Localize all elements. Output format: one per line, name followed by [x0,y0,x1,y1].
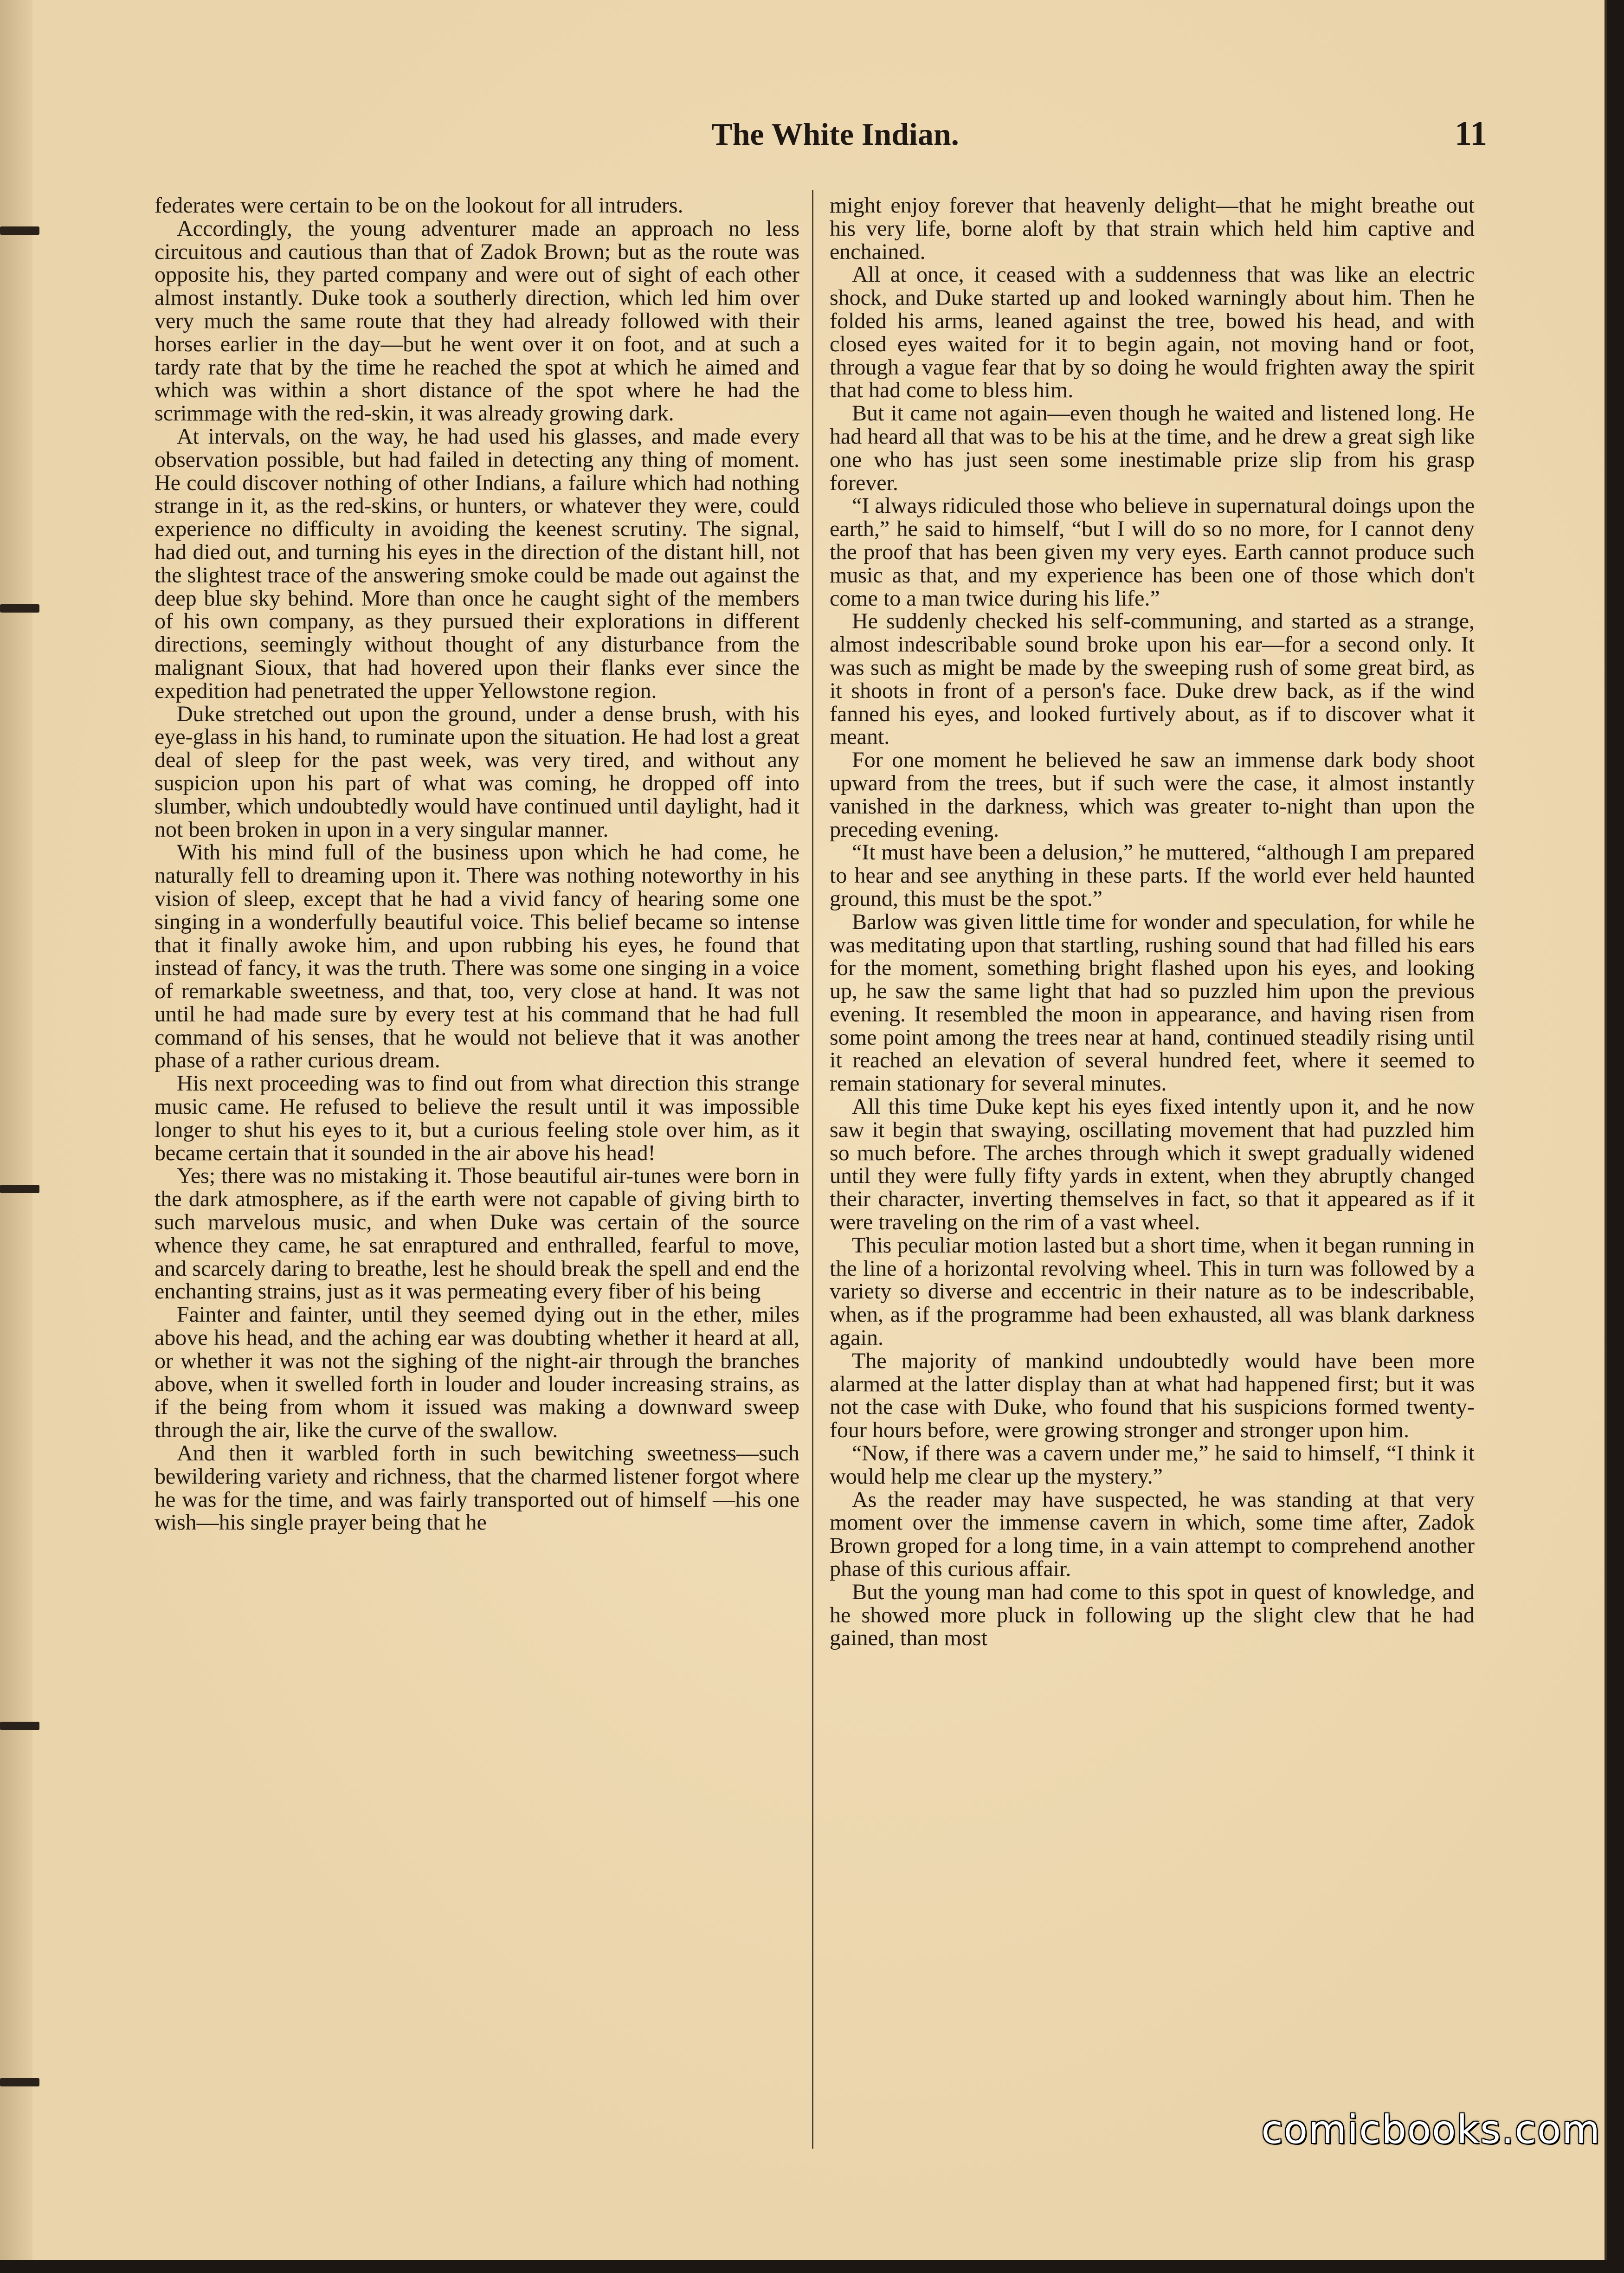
paragraph: As the reader may have suspected, he was standing at that very moment over the immense cavern in which, some time after, Zadok Brown groped for a long time, in a vain attempt to comprehend another phase of this curious affair. [830,1487,1475,1582]
binding-staple-5 [0,2078,39,2086]
paragraph: “Now, if there was a cavern under me,” he said to himself, “I think it would help me clear up the mystery.” [830,1441,1475,1489]
paragraph: He suddenly checked his self-communing, and started as a strange, almost indescribable sound broke upon his ear—for a second only. It was such as might be made by the sweeping rush of some great bird, as it shoots in front of a person's face. Duke drew back, as if the wind fanned his eyes, and looked furtively about, as if to discover what it meant. [830,609,1475,749]
paragraph: All at once, it ceased with a suddenness that was like an electric shock, and Duke started up and looked warningly about him. Then he folded his arms, leaned against the tree, bowed his head, and with closed eyes waited for it to begin again, not moving hand or foot, through a vague fear that by so doing he would frighten away the spirit that had come to bless him. [830,262,1475,403]
paragraph: But it came not again—even though he waited and listened long. He had heard all that was to be his at the time, and he drew a great sigh like one who has just seen some inestimable prize slip from his grasp forever. [830,401,1475,495]
binding-staple-4 [0,1722,39,1730]
paragraph: Accordingly, the young adventurer made an approach no less circuitous and cautious than that of Zadok Brown; but as the route was opposite his, they parted company and were out of sight of each other almost instantly. Duke took a southerly direction, which led him over very much the same route that they had already followed with their horses earlier in the day—but he went over it on foot, and at such a tardy rate that by the time he reached the spot at which he aimed and which was within a short distance of the spot where he had the scrimmage with the red-skin, it was already growing dark. [155,216,799,426]
paragraph: And then it warbled forth in such bewitching sweetness—such bewildering variety and richness, that the charmed listener forgot where he was for the time, and was fairly transported out of himself —his one wish—his single prayer being that he [155,1441,799,1535]
paragraph: Barlow was given little time for wonder and speculation, for while he was meditating upon that startling, rushing sound that had filled his ears for the moment, something bright flashed upon his eyes, and looking up, he saw the same light that had so puzzled him upon the previous evening. It resembled the moon in appearance, and having risen from some point among the trees near at hand, continued steadily rising until it reached an elevation of several hundred feet, where it seemed to remain stationary for several minutes. [830,909,1475,1096]
paragraph: With his mind full of the business upon which he had come, he naturally fell to dreaming upon it. There was nothing noteworthy in his vision of sleep, except that he had a vivid fancy of hearing some one singing in a wonderfully beautiful voice. This belief became so intense that it finally awoke him, and upon rubbing his eyes, he found that instead of fancy, it was the truth. There was some one singing in a voice of remarkable sweetness, and that, too, very close at hand. It was not until he had made sure by every test at his command that he had full command of his senses, that he would not believe that it was another phase of a rather curious dream. [155,840,799,1073]
paragraph: Fainter and fainter, until they seemed dying out in the ether, miles above his head, and the aching ear was doubting whether it heard at all, or whether it was not the sighing of the night-air through the branches above, when it swelled forth in louder and louder increasing strains, as if the being from whom it issued was making a downward sweep through the air, like the curve of the swallow. [155,1302,799,1443]
binding-staple-2 [0,604,39,613]
binding-staple-3 [0,1185,39,1193]
paragraph: “It must have been a delusion,” he muttered, “although I am prepared to hear and see anything in these parts. If the world ever held haunted ground, this must be the spot.” [830,840,1475,911]
left-text-column [155,194,799,2155]
paragraph: might enjoy forever that heavenly delight—that he might breathe out his very life, borne aloft by that strain which held him captive and enchained. [830,194,1475,264]
right-text-column [830,194,1475,2155]
paragraph: This peculiar motion lasted but a short time, when it began running in the line of a horizontal revolving wheel. This in turn was followed by a variety so diverse and eccentric in their nature as to be indescribable, when, as if the programme had been exhausted, all was blank darkness again. [830,1233,1475,1350]
page-gutter [0,0,32,2260]
paragraph: Duke stretched out upon the ground, under a dense brush, with his eye-glass in his hand, to ruminate upon the situation. He had lost a great deal of sleep for the past week, was very tired, and without any suspicion upon his part of what was coming, he dropped off into slumber, which undoubtedly would have continued until daylight, had it not been broken in upon in a very singular manner. [155,701,799,842]
paragraph: All this time Duke kept his eyes fixed intently upon it, and he now saw it begin that swaying, oscillating movement that had puzzled him so much before. The arches through which it swept gradually widened until they were fully fifty yards in extent, when they abruptly changed their character, inverting themselves in fact, so that it appeared as if it were traveling on the rim of a vast wheel. [830,1094,1475,1235]
paragraph: His next proceeding was to find out from what direction this strange music came. He refused to believe the result until it was impossible longer to shut his eyes to it, but a curious feeling stole over him, as it became certain that it sounded in the air above his head! [155,1071,799,1165]
paragraph: “I always ridiculed those who believe in supernatural doings upon the earth,” he said to himself, “but I will do so no more, for I cannot deny the proof that has been given my very eyes. Earth cannot produce such music as that, and my experience has been one of those which don't come to a man twice during his life.” [830,493,1475,611]
paragraph: Yes; there was no mistaking it. Those beautiful air-tunes were born in the dark atmosphere, as if the earth were not capable of giving birth to such marvelous music, and when Duke was certain of the source whence they came, he sat enraptured and enthralled, fearful to move, and scarcely daring to breathe, lest he should break the spell and end the enchanting strains, just as it was permeating every fiber of his being [155,1163,799,1304]
paragraph: The majority of mankind undoubtedly would have been more alarmed at the latter display than at what had happened first; but it was not the case with Duke, who found that his suspicions formed twenty-four hours before, were growing stronger and stronger upon him. [830,1348,1475,1443]
paragraph: For one moment he believed he saw an immense dark body shoot upward from the trees, but if such were the case, it almost instantly vanished in the darkness, which was greater to-night than upon the preceding evening. [830,748,1475,842]
binding-staple-1 [0,226,39,235]
running-header-title: The White Indian. [711,116,959,152]
page-number: 11 [1455,115,1487,153]
paragraph: But the young man had come to this spot in quest of knowledge, and he showed more pluck in following up the slight clew that he had gained, than most [830,1579,1475,1651]
paragraph: federates were certain to be on the lookout for all intruders. [155,194,683,218]
column-divider [812,190,813,2149]
paragraph: At intervals, on the way, he had used his glasses, and made every observation possible, but had failed in detecting any thing of moment. He could discover nothing of other Indians, a failure which had nothing strange in it, as the red-skins, or hunters, or whatever they were, could experience no difficulty in avoiding the keenest scrutiny. The signal, had died out, and turning his eyes in the direction of the distant hill, not the slightest trace of the answering smoke could be made out against the deep blue sky behind. More than once he caught sight of the members of his own company, as they pursued their explorations in different directions, seemingly without thought of any disturbance from the malignant Sioux, that had hovered upon their flanks ever since the expedition had penetrated the upper Yellowstone region. [155,424,799,703]
site-watermark: comicbooks.com [1261,2107,1601,2152]
